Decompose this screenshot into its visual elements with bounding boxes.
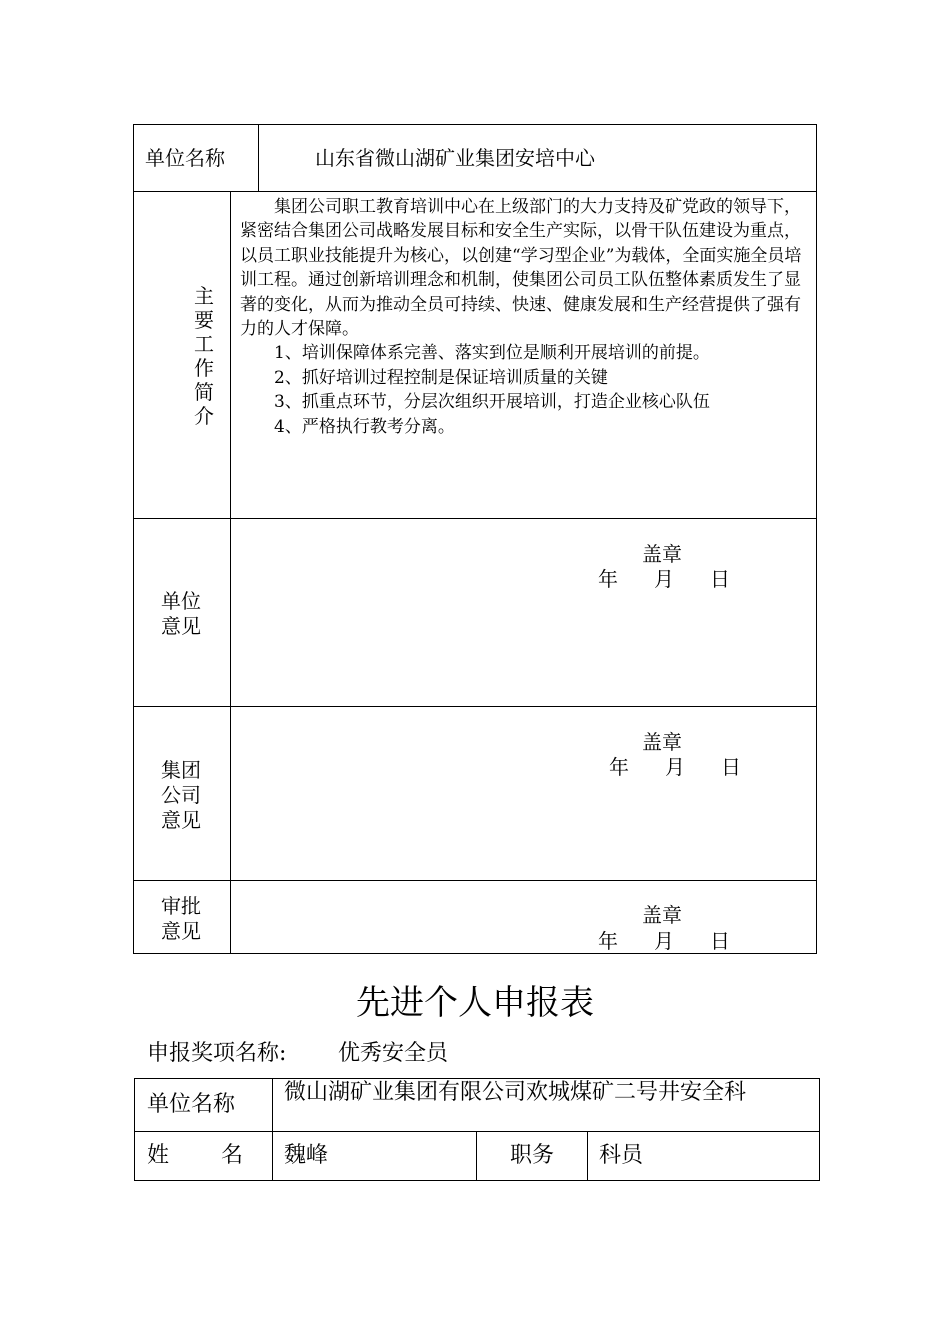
unit-name-value: 微山湖矿业集团有限公司欢城煤矿二号井安全科 <box>284 1080 747 1105</box>
name-value: 魏峰 <box>284 1143 329 1168</box>
table-border <box>133 953 817 954</box>
date-month: 月 <box>665 755 685 779</box>
work-summary-item: 1、培训保障体系完善、落实到位是顺利开展培训的前提。 <box>274 343 710 364</box>
date-month: 月 <box>654 929 674 953</box>
work-summary-content <box>240 195 812 439</box>
date-month: 月 <box>654 567 674 591</box>
table-border <box>819 1078 820 1181</box>
table-border <box>230 191 231 954</box>
approval-opinion-label: 审批 <box>161 894 201 918</box>
group-opinion-label: 意见 <box>161 808 201 832</box>
table-border <box>476 1131 477 1181</box>
table-border <box>133 706 817 707</box>
table-border <box>272 1078 273 1181</box>
date-day: 日 <box>710 929 730 953</box>
table-border <box>134 1078 135 1181</box>
seal-label: 盖章 <box>642 730 682 754</box>
table-border <box>816 124 817 954</box>
date-year: 年 <box>598 567 618 591</box>
position-label: 职务 <box>510 1143 555 1168</box>
work-summary-paragraph: 集团公司职工教育培训中心在上级部门的大力支持及矿党政的领导下，紧密结合集团公司战略发展目标和安全生产实际，以骨干队伍建设为重点，以员工职业技能提升为核心，以创建“学习型企业”为载体，全面实施全员培训工程。通过创新培训理念和机制，使集团公司员工队伍整体素质发生了显著的变化，从而为推动全员可持续、快速、健康发展和生产经营提供了强有力的人才保障。 <box>240 197 802 340</box>
group-opinion-label: 公司 <box>161 783 201 807</box>
table-border <box>133 880 817 881</box>
table-border <box>134 1078 820 1079</box>
work-summary-item: 2、抓好培训过程控制是保证培训质量的关键 <box>274 367 608 388</box>
approval-opinion-label: 意见 <box>161 919 201 943</box>
date-year: 年 <box>609 755 629 779</box>
date-day: 日 <box>710 567 730 591</box>
table-border <box>134 1131 820 1132</box>
position-value: 科员 <box>599 1143 644 1168</box>
work-summary-item: 3、抓重点环节，分层次组织开展培训，打造企业核心队伍 <box>274 392 710 413</box>
date-year: 年 <box>598 929 618 953</box>
name-label-second-char: 名 <box>221 1143 244 1168</box>
seal-label: 盖章 <box>642 542 682 566</box>
table-border <box>133 124 134 954</box>
table-border <box>133 191 817 192</box>
table-border <box>587 1131 588 1181</box>
award-name-label: 申报奖项名称: <box>147 1041 287 1066</box>
table-border <box>258 124 259 191</box>
page-title: 先进个人申报表 <box>356 983 594 1023</box>
unit-opinion-label: 意见 <box>161 614 201 638</box>
seal-label: 盖章 <box>642 903 682 927</box>
unit-name-label: 单位名称 <box>147 1092 236 1117</box>
table-border <box>133 124 817 125</box>
award-name-value: 优秀安全员 <box>338 1041 449 1066</box>
unit-name-value: 山东省微山湖矿业集团安培中心 <box>315 146 595 170</box>
group-opinion-label: 集团 <box>161 758 201 782</box>
table-border <box>134 1180 820 1181</box>
unit-opinion-label: 单位 <box>161 589 201 613</box>
work-summary-item: 4、严格执行教考分离。 <box>274 416 455 437</box>
work-summary-label: 主 要 工 作 简 介 <box>194 284 214 428</box>
name-label-first-char: 姓 <box>147 1143 170 1168</box>
table-border <box>133 518 817 519</box>
unit-name-label: 单位名称 <box>145 146 225 170</box>
date-day: 日 <box>721 755 741 779</box>
